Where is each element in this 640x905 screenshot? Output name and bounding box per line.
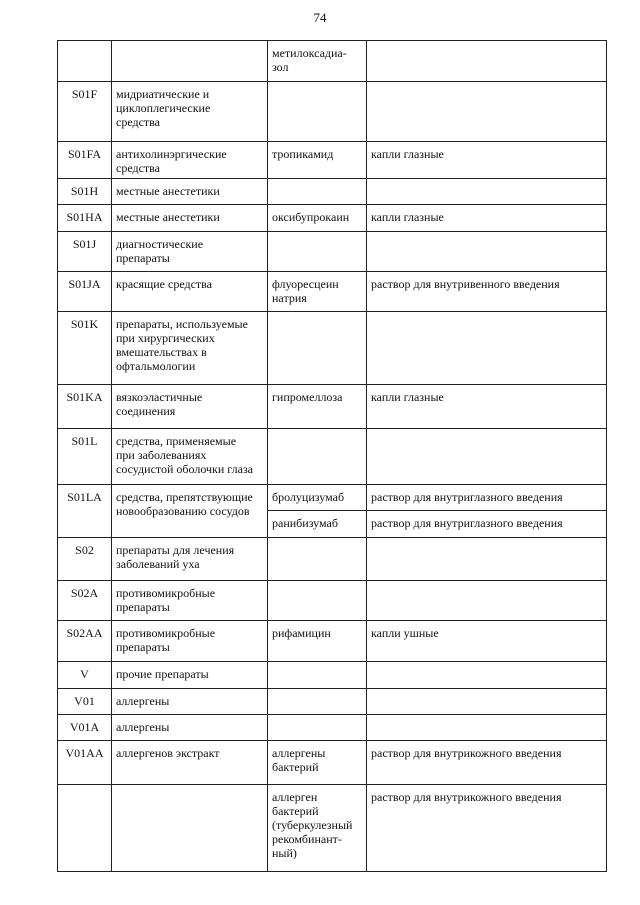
table-row xyxy=(58,662,607,689)
cell-line: рифамицин xyxy=(272,626,331,640)
group-cell xyxy=(112,272,268,312)
cell-line: средства, применяемые xyxy=(116,434,237,448)
group-cell xyxy=(112,485,268,538)
drug-cell xyxy=(268,41,367,82)
atc-code-cell xyxy=(58,41,112,82)
table-row xyxy=(58,538,607,581)
cell-line: бактерий xyxy=(272,804,319,818)
atc-code-cell xyxy=(58,662,112,689)
atc-code: S01HA xyxy=(66,210,103,224)
cell-line: средства xyxy=(116,161,161,175)
drug-cell xyxy=(268,485,367,511)
group-cell xyxy=(112,715,268,741)
cell-line: препараты xyxy=(116,600,170,614)
drug-cell xyxy=(268,272,367,312)
dosage-form-cell xyxy=(367,232,607,272)
cell-line: аллергены xyxy=(272,746,326,760)
group-cell xyxy=(112,785,268,872)
dosage-form-cell xyxy=(367,385,607,429)
cell-line: при хирургических xyxy=(116,331,215,345)
table-row xyxy=(58,581,607,621)
dosage-form-cell xyxy=(367,205,607,232)
atc-code-cell xyxy=(58,82,112,142)
drug-cell xyxy=(268,511,367,538)
cell-line: оксибупрокаин xyxy=(272,210,350,224)
atc-code-cell xyxy=(58,179,112,205)
cell-line: гипромеллоза xyxy=(272,390,343,404)
cell-line: антихолинэргические xyxy=(116,147,227,161)
atc-code-cell xyxy=(58,312,112,385)
group-cell xyxy=(112,581,268,621)
dosage-form: раствор для внутриглазного введения xyxy=(371,516,563,530)
atc-code-cell xyxy=(58,272,112,312)
drug-cell xyxy=(268,715,367,741)
atc-code: S02 xyxy=(75,543,94,557)
drug-cell xyxy=(268,689,367,715)
cell-line: аллерген xyxy=(272,790,318,804)
atc-code-cell xyxy=(58,205,112,232)
table-row xyxy=(58,232,607,272)
table-row xyxy=(58,385,607,429)
dosage-form: раствор для внутривенного введения xyxy=(371,277,560,291)
cell-line: вязкоэластичные xyxy=(116,390,203,404)
cell-line: препараты, используемые xyxy=(116,317,248,331)
cell-line: местные анестетики xyxy=(116,210,220,224)
drug-cell xyxy=(268,205,367,232)
table-row xyxy=(58,689,607,715)
cell-line: рекомбинант- xyxy=(272,832,342,846)
atc-code-cell xyxy=(58,142,112,179)
dosage-form-cell xyxy=(367,581,607,621)
drug-cell xyxy=(268,232,367,272)
group-cell xyxy=(112,41,268,82)
group-cell xyxy=(112,232,268,272)
cell-line: флуоресцеин xyxy=(272,277,339,291)
group-cell xyxy=(112,142,268,179)
table-row xyxy=(58,429,607,485)
drug-cell xyxy=(268,785,367,872)
group-cell xyxy=(112,205,268,232)
atc-code-cell xyxy=(58,385,112,429)
group-cell xyxy=(112,621,268,662)
drug-cell xyxy=(268,621,367,662)
drug-cell xyxy=(268,82,367,142)
table-row xyxy=(58,785,607,872)
cell-line: прочие препараты xyxy=(116,667,209,681)
cell-line: офтальмологии xyxy=(116,359,196,373)
atc-code: V01AA xyxy=(65,746,104,760)
drug-cell xyxy=(268,312,367,385)
cell-line: ный) xyxy=(272,846,297,860)
dosage-form: раствор для внутрикожного введения xyxy=(371,746,562,760)
group-cell xyxy=(112,179,268,205)
table-row xyxy=(58,82,607,142)
cell-line: зол xyxy=(272,60,289,74)
drug-cell xyxy=(268,662,367,689)
dosage-form-cell xyxy=(367,429,607,485)
group-cell xyxy=(112,312,268,385)
dosage-form: раствор для внутрикожного введения xyxy=(371,790,562,804)
atc-code: V xyxy=(80,667,89,681)
atc-code: S02A xyxy=(70,586,99,600)
atc-code: S01JA xyxy=(68,277,101,291)
drug-cell xyxy=(268,581,367,621)
atc-code-cell xyxy=(58,538,112,581)
drug-cell xyxy=(268,429,367,485)
cell-line: метилоксадиа- xyxy=(272,46,347,60)
atc-code-cell xyxy=(58,689,112,715)
cell-line: соединения xyxy=(116,404,176,418)
table-row xyxy=(58,621,607,662)
cell-line: красящие средства xyxy=(116,277,212,291)
dosage-form-cell xyxy=(367,538,607,581)
table-row xyxy=(58,41,607,82)
atc-code: V01 xyxy=(74,694,95,708)
cell-line: бролуцизумаб xyxy=(272,490,345,504)
cell-line: бактерий xyxy=(272,760,319,774)
dosage-form: капли глазные xyxy=(371,147,444,161)
cell-line: аллергены xyxy=(116,720,170,734)
dosage-form-cell xyxy=(367,41,607,82)
atc-code: S01L xyxy=(71,434,98,448)
cell-line: ранибизумаб xyxy=(272,516,338,530)
cell-line: мидриатические и xyxy=(116,87,210,101)
atc-code: S02AA xyxy=(66,626,103,640)
group-cell xyxy=(112,741,268,785)
cell-line: местные анестетики xyxy=(116,184,220,198)
cell-line: аллергены xyxy=(116,694,170,708)
group-cell xyxy=(112,662,268,689)
atc-code: S01F xyxy=(71,87,98,101)
group-cell xyxy=(112,385,268,429)
cell-line: (туберкулезный xyxy=(272,818,353,832)
group-cell xyxy=(112,689,268,715)
atc-code: S01LA xyxy=(67,490,102,504)
table-row xyxy=(58,205,607,232)
cell-line: вмешательствах в xyxy=(116,345,207,359)
atc-code: S01KA xyxy=(66,390,103,404)
atc-code-cell xyxy=(58,485,112,538)
atc-code-cell xyxy=(58,741,112,785)
dosage-form-cell xyxy=(367,272,607,312)
atc-code: S01K xyxy=(70,317,99,331)
dosage-form-cell xyxy=(367,621,607,662)
cell-line: заболеваний уха xyxy=(116,557,200,571)
cell-line: противомикробные xyxy=(116,586,216,600)
group-cell xyxy=(112,538,268,581)
table-row xyxy=(58,272,607,312)
dosage-form-cell xyxy=(367,785,607,872)
atc-code: S01FA xyxy=(67,147,102,161)
table-row xyxy=(58,179,607,205)
page-number: 74 xyxy=(313,10,327,25)
atc-code-cell xyxy=(58,715,112,741)
dosage-form: капли ушные xyxy=(371,626,439,640)
drug-cell xyxy=(268,385,367,429)
table-row xyxy=(58,485,607,511)
dosage-form-cell xyxy=(367,715,607,741)
atc-code-cell xyxy=(58,581,112,621)
table-row xyxy=(58,741,607,785)
drug-cell xyxy=(268,142,367,179)
dosage-form-cell xyxy=(367,741,607,785)
atc-code-cell xyxy=(58,232,112,272)
cell-line: средства xyxy=(116,115,161,129)
dosage-form: капли глазные xyxy=(371,390,444,404)
dosage-form: раствор для внутриглазного введения xyxy=(371,490,563,504)
dosage-form-cell xyxy=(367,142,607,179)
cell-line: аллергенов экстракт xyxy=(116,746,220,760)
cell-line: препараты xyxy=(116,640,170,654)
atc-code: S01J xyxy=(72,237,97,251)
cell-line: при заболеваниях xyxy=(116,448,207,462)
cell-line: средства, препятствующие xyxy=(116,490,253,504)
drug-cell xyxy=(268,179,367,205)
table-row xyxy=(58,715,607,741)
dosage-form-cell xyxy=(367,485,607,511)
table-row xyxy=(58,312,607,385)
dosage-form-cell xyxy=(367,511,607,538)
cell-line: циклоплегические xyxy=(116,101,211,115)
atc-code: V01A xyxy=(69,720,100,734)
dosage-form-cell xyxy=(367,179,607,205)
group-cell xyxy=(112,429,268,485)
drug-cell xyxy=(268,741,367,785)
cell-line: препараты для лечения xyxy=(116,543,235,557)
atc-code-cell xyxy=(58,785,112,872)
cell-line: противомикробные xyxy=(116,626,216,640)
group-cell xyxy=(112,82,268,142)
table-row xyxy=(58,142,607,179)
cell-line: новообразованию сосудов xyxy=(116,504,250,518)
cell-line: диагностические xyxy=(116,237,204,251)
cell-line: натрия xyxy=(272,291,307,305)
atc-code-cell xyxy=(58,429,112,485)
dosage-form-cell xyxy=(367,662,607,689)
dosage-form-cell xyxy=(367,312,607,385)
cell-line: сосудистой оболочки глаза xyxy=(116,462,254,476)
dosage-form-cell xyxy=(367,689,607,715)
cell-line: препараты xyxy=(116,251,170,265)
drug-table xyxy=(57,40,607,872)
atc-code-cell xyxy=(58,621,112,662)
cell-line: тропикамид xyxy=(272,147,334,161)
drug-cell xyxy=(268,538,367,581)
dosage-form: капли глазные xyxy=(371,210,444,224)
atc-code: S01H xyxy=(70,184,99,198)
dosage-form-cell xyxy=(367,82,607,142)
